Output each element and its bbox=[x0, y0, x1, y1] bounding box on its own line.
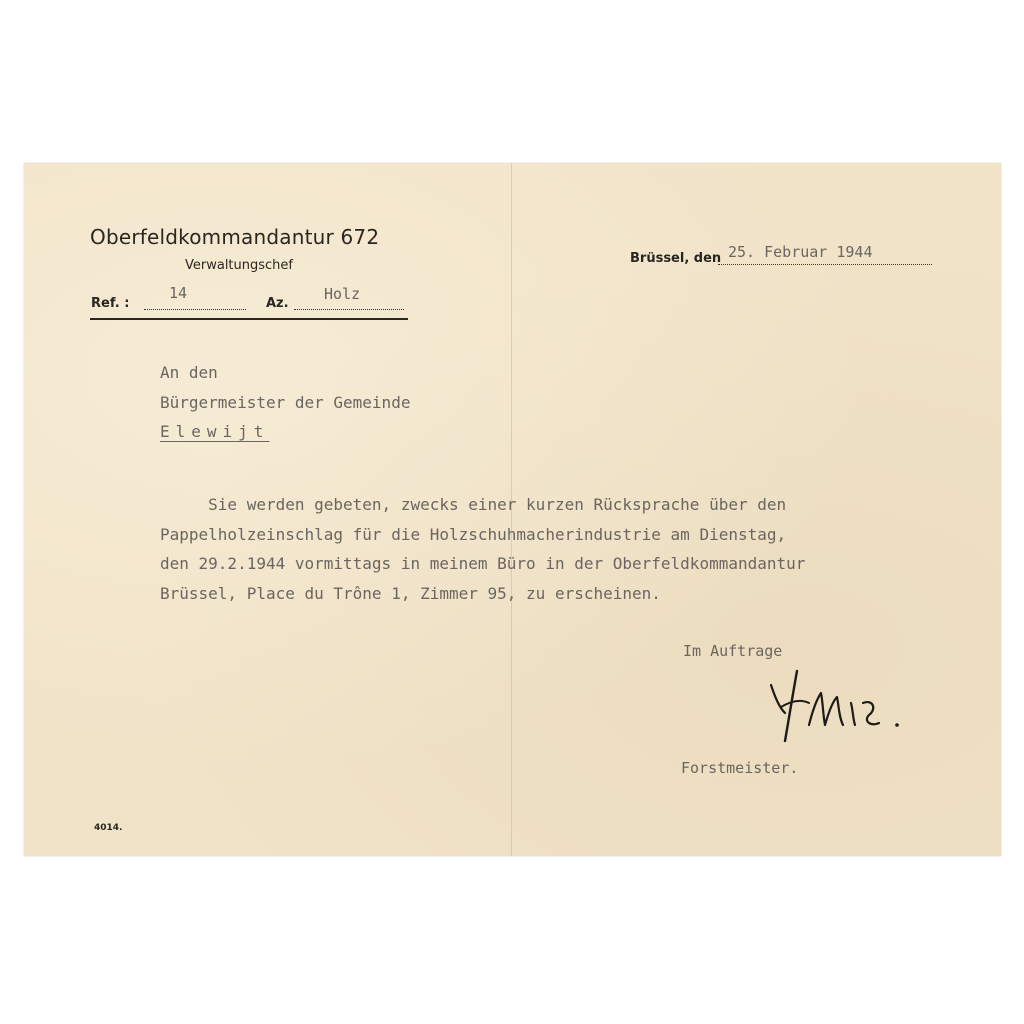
date-value: 25. Februar 1944 bbox=[728, 243, 873, 261]
place-label: Brüssel, den bbox=[630, 251, 722, 266]
az-label: Az. bbox=[266, 296, 289, 311]
az-dotted-line bbox=[294, 309, 404, 310]
department-name: Verwaltungschef bbox=[185, 258, 293, 273]
letter-sheet bbox=[24, 163, 1001, 856]
recipient-line-1: An den bbox=[160, 363, 218, 382]
az-value: Holz bbox=[324, 285, 361, 303]
closing-phrase: Im Auftrage bbox=[683, 642, 783, 660]
recipient-municipality: Elewijt bbox=[160, 422, 270, 441]
letter-body: Sie werden gebeten, zwecks einer kurzen Rücksprache über den Pappelholzeinschlag für die Holzschuhmacherindustrie am Dienstag, den 29.2.1944 vormittags in meinem Büro in der Oberfeldkommandantur Brüssel, Place du Trône 1, Zimmer 95, zu erscheinen. bbox=[160, 495, 806, 603]
handwritten-signature bbox=[759, 663, 909, 748]
organization-title: Oberfeldkommandantur 672 bbox=[90, 225, 380, 249]
letterhead-rule bbox=[90, 318, 408, 320]
ref-value: 14 bbox=[169, 284, 188, 302]
signatory-title: Forstmeister. bbox=[681, 759, 799, 777]
ref-label: Ref. : bbox=[91, 296, 130, 311]
recipient-line-2: Bürgermeister der Gemeinde bbox=[160, 393, 411, 412]
date-dotted-line bbox=[718, 264, 932, 265]
form-number: 4014. bbox=[94, 823, 123, 833]
ref-dotted-line bbox=[144, 309, 246, 310]
